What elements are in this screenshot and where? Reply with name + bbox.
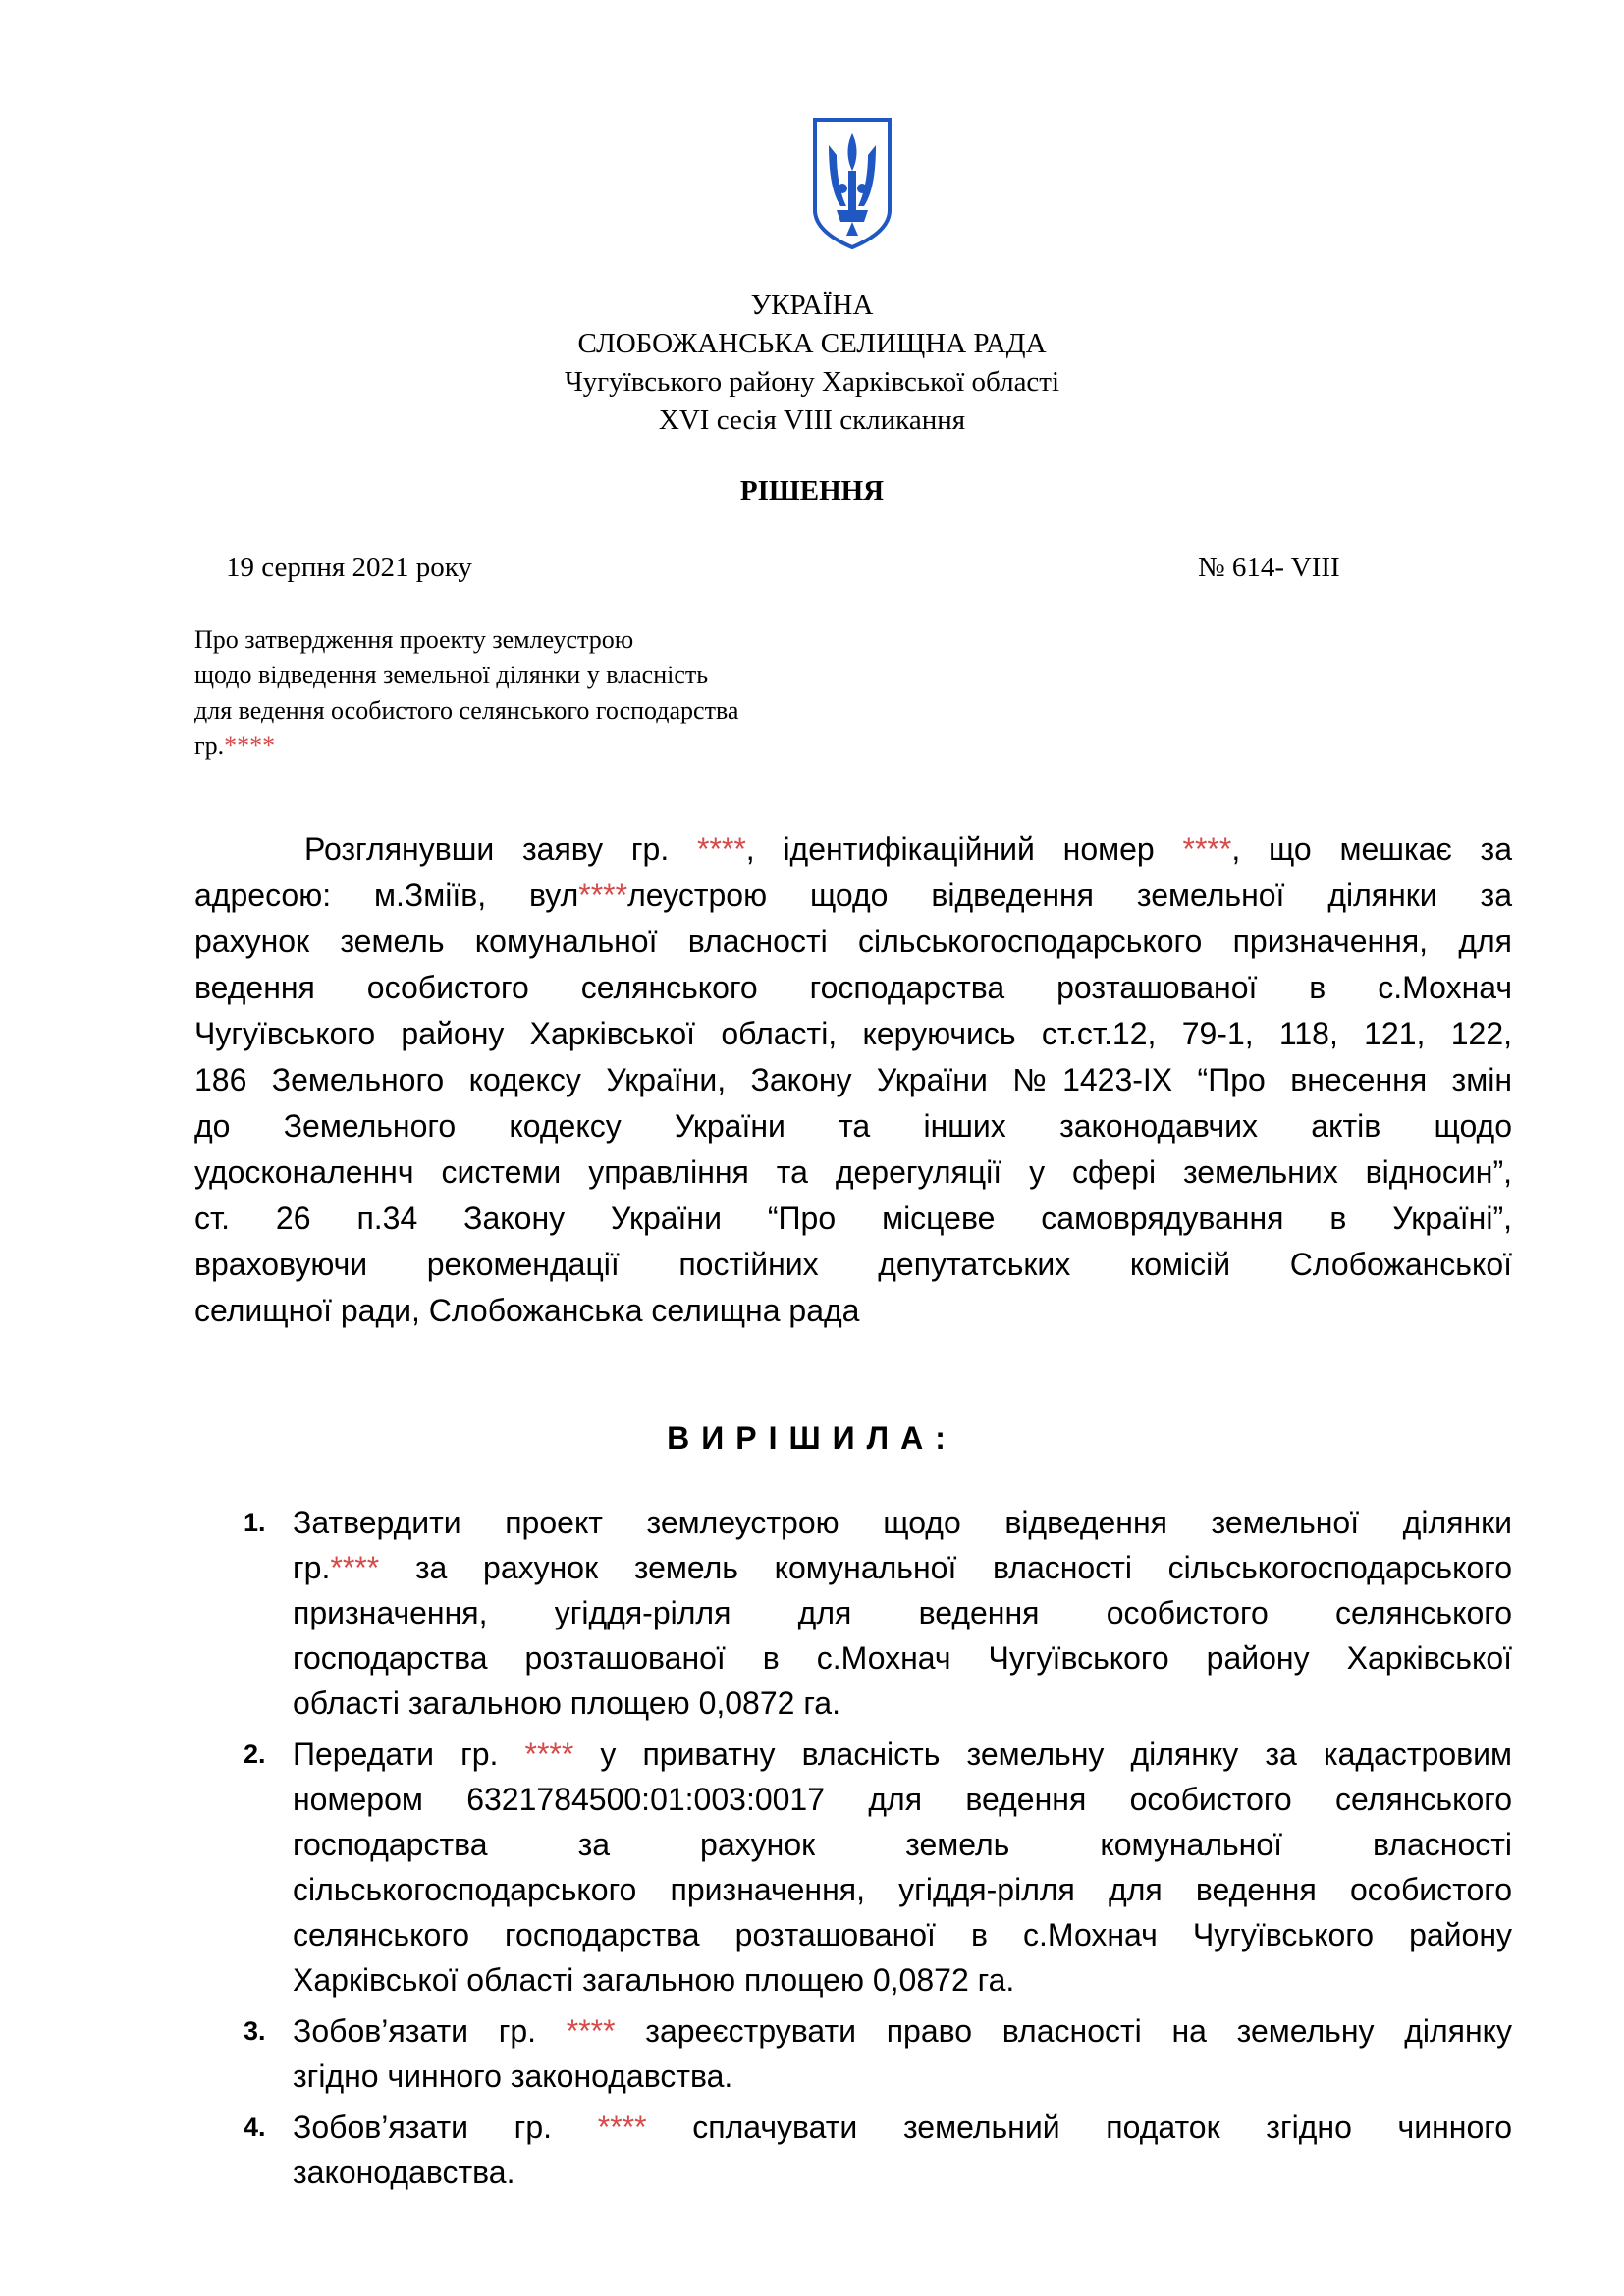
- item-number: 3.: [244, 2016, 266, 2046]
- region-name: Чугуївського району Харківської області: [564, 366, 1060, 398]
- paragraph-line: враховуючи рекомендації постійних депутатських комісій Слобожанської: [194, 1247, 1512, 1282]
- country-name: УКРАЇНА: [750, 290, 874, 321]
- item-number: 4.: [244, 2112, 266, 2142]
- decision-number: № 614- VIII: [1198, 552, 1340, 583]
- redacted-name: ****: [224, 731, 276, 760]
- redacted-name: ****: [597, 2109, 647, 2145]
- redacted-name: ****: [330, 1550, 380, 1585]
- redacted-address: ****: [578, 878, 628, 913]
- subject-line: щодо відведення земельної ділянки у власність: [194, 661, 709, 689]
- list-item: 2. Передати гр. **** у приватну власність земельну ділянку за кадастровим номером 6321784500:01:003:0017 для ведення особистого селянського господарства за рахунок земель комунальної власності сільськогосподарського призначення, угіддя-рілля для ведення особистого селянського господарства розташованої в с.Мохнач Чугуївського району Харківської області загальною площею 0,0872 га.: [244, 1732, 1512, 2002]
- paragraph-line: Розглянувши заяву гр. ****, ідентифікаційний номер ****, що мешкає за: [304, 831, 1513, 867]
- document-header: [0, 287, 1624, 440]
- list-item: 1. Затвердити проект землеустрою щодо відведення земельної ділянки гр.**** за рахунок земель комунальної власності сільськогосподарського призначення, угіддя-рілля для ведення особистого селянського господарства розташованої в с.Мохнач Чугуївського району Харківської області загальною площею 0,0872 га.: [244, 1500, 1512, 1726]
- decision-subject: [194, 622, 738, 764]
- preamble-paragraph: [194, 827, 1512, 1334]
- item-number: 2.: [244, 1739, 266, 1769]
- document-title: РІШЕННЯ: [739, 475, 885, 507]
- list-item: 4. Зобов’язати гр. **** сплачувати земельний податок згідно чинного законодавства.: [244, 2105, 1512, 2195]
- paragraph-line: до Земельного кодексу України та інших законодавчих актів щодо: [194, 1108, 1512, 1144]
- list-item: 3. Зобов’язати гр. **** зареєструвати право власності на земельну ділянку згідно чинного законодавства.: [244, 2008, 1512, 2099]
- item-number: 1.: [244, 1508, 266, 1537]
- subject-line: для ведення особистого селянського господарства: [194, 696, 739, 724]
- session-name: XVI сесія VIII скликання: [658, 404, 966, 436]
- paragraph-line: адресою: м.Зміїв, вул****леустрою щодо відведення земельної ділянки за: [194, 878, 1513, 913]
- subject-line: гр.****: [194, 731, 276, 760]
- paragraph-line: рахунок земель комунальної власності сільськогосподарського призначення, для: [194, 924, 1512, 959]
- paragraph-line: Чугуївського району Харківської області, керуючись ст.ст.12, 79-1, 118, 121, 122,: [194, 1016, 1512, 1051]
- redacted-name: ****: [524, 1736, 574, 1772]
- paragraph-line: удосконаленнч системи управління та дерегуляції у сфері земельних відносин”,: [194, 1154, 1512, 1190]
- paragraph-line: селищної ради, Слобожанська селищна рада: [194, 1293, 860, 1328]
- coat-of-arms-icon: [807, 116, 897, 251]
- decision-date: 19 серпня 2021 року: [226, 552, 472, 583]
- paragraph-line: ведення особистого селянського господарства розташованої в с.Мохнач: [194, 970, 1512, 1005]
- paragraph-line: ст. 26 п.34 Закону України “Про місцеве самоврядування в Україні”,: [194, 1201, 1512, 1236]
- decided-heading: ВИРІШИЛА:: [667, 1420, 957, 1456]
- redacted-id: ****: [1182, 831, 1232, 867]
- council-name: СЛОБОЖАНСЬКА СЕЛИЩНА РАДА: [577, 328, 1047, 359]
- paragraph-line: 186 Земельного кодексу України, Закону України №1423-IX “Про внесення змін: [194, 1062, 1512, 1097]
- redacted-name: ****: [566, 2013, 616, 2049]
- decision-items: [244, 1500, 1512, 2201]
- subject-line: Про затвердження проекту землеустрою: [194, 625, 634, 654]
- redacted-name: ****: [696, 831, 746, 867]
